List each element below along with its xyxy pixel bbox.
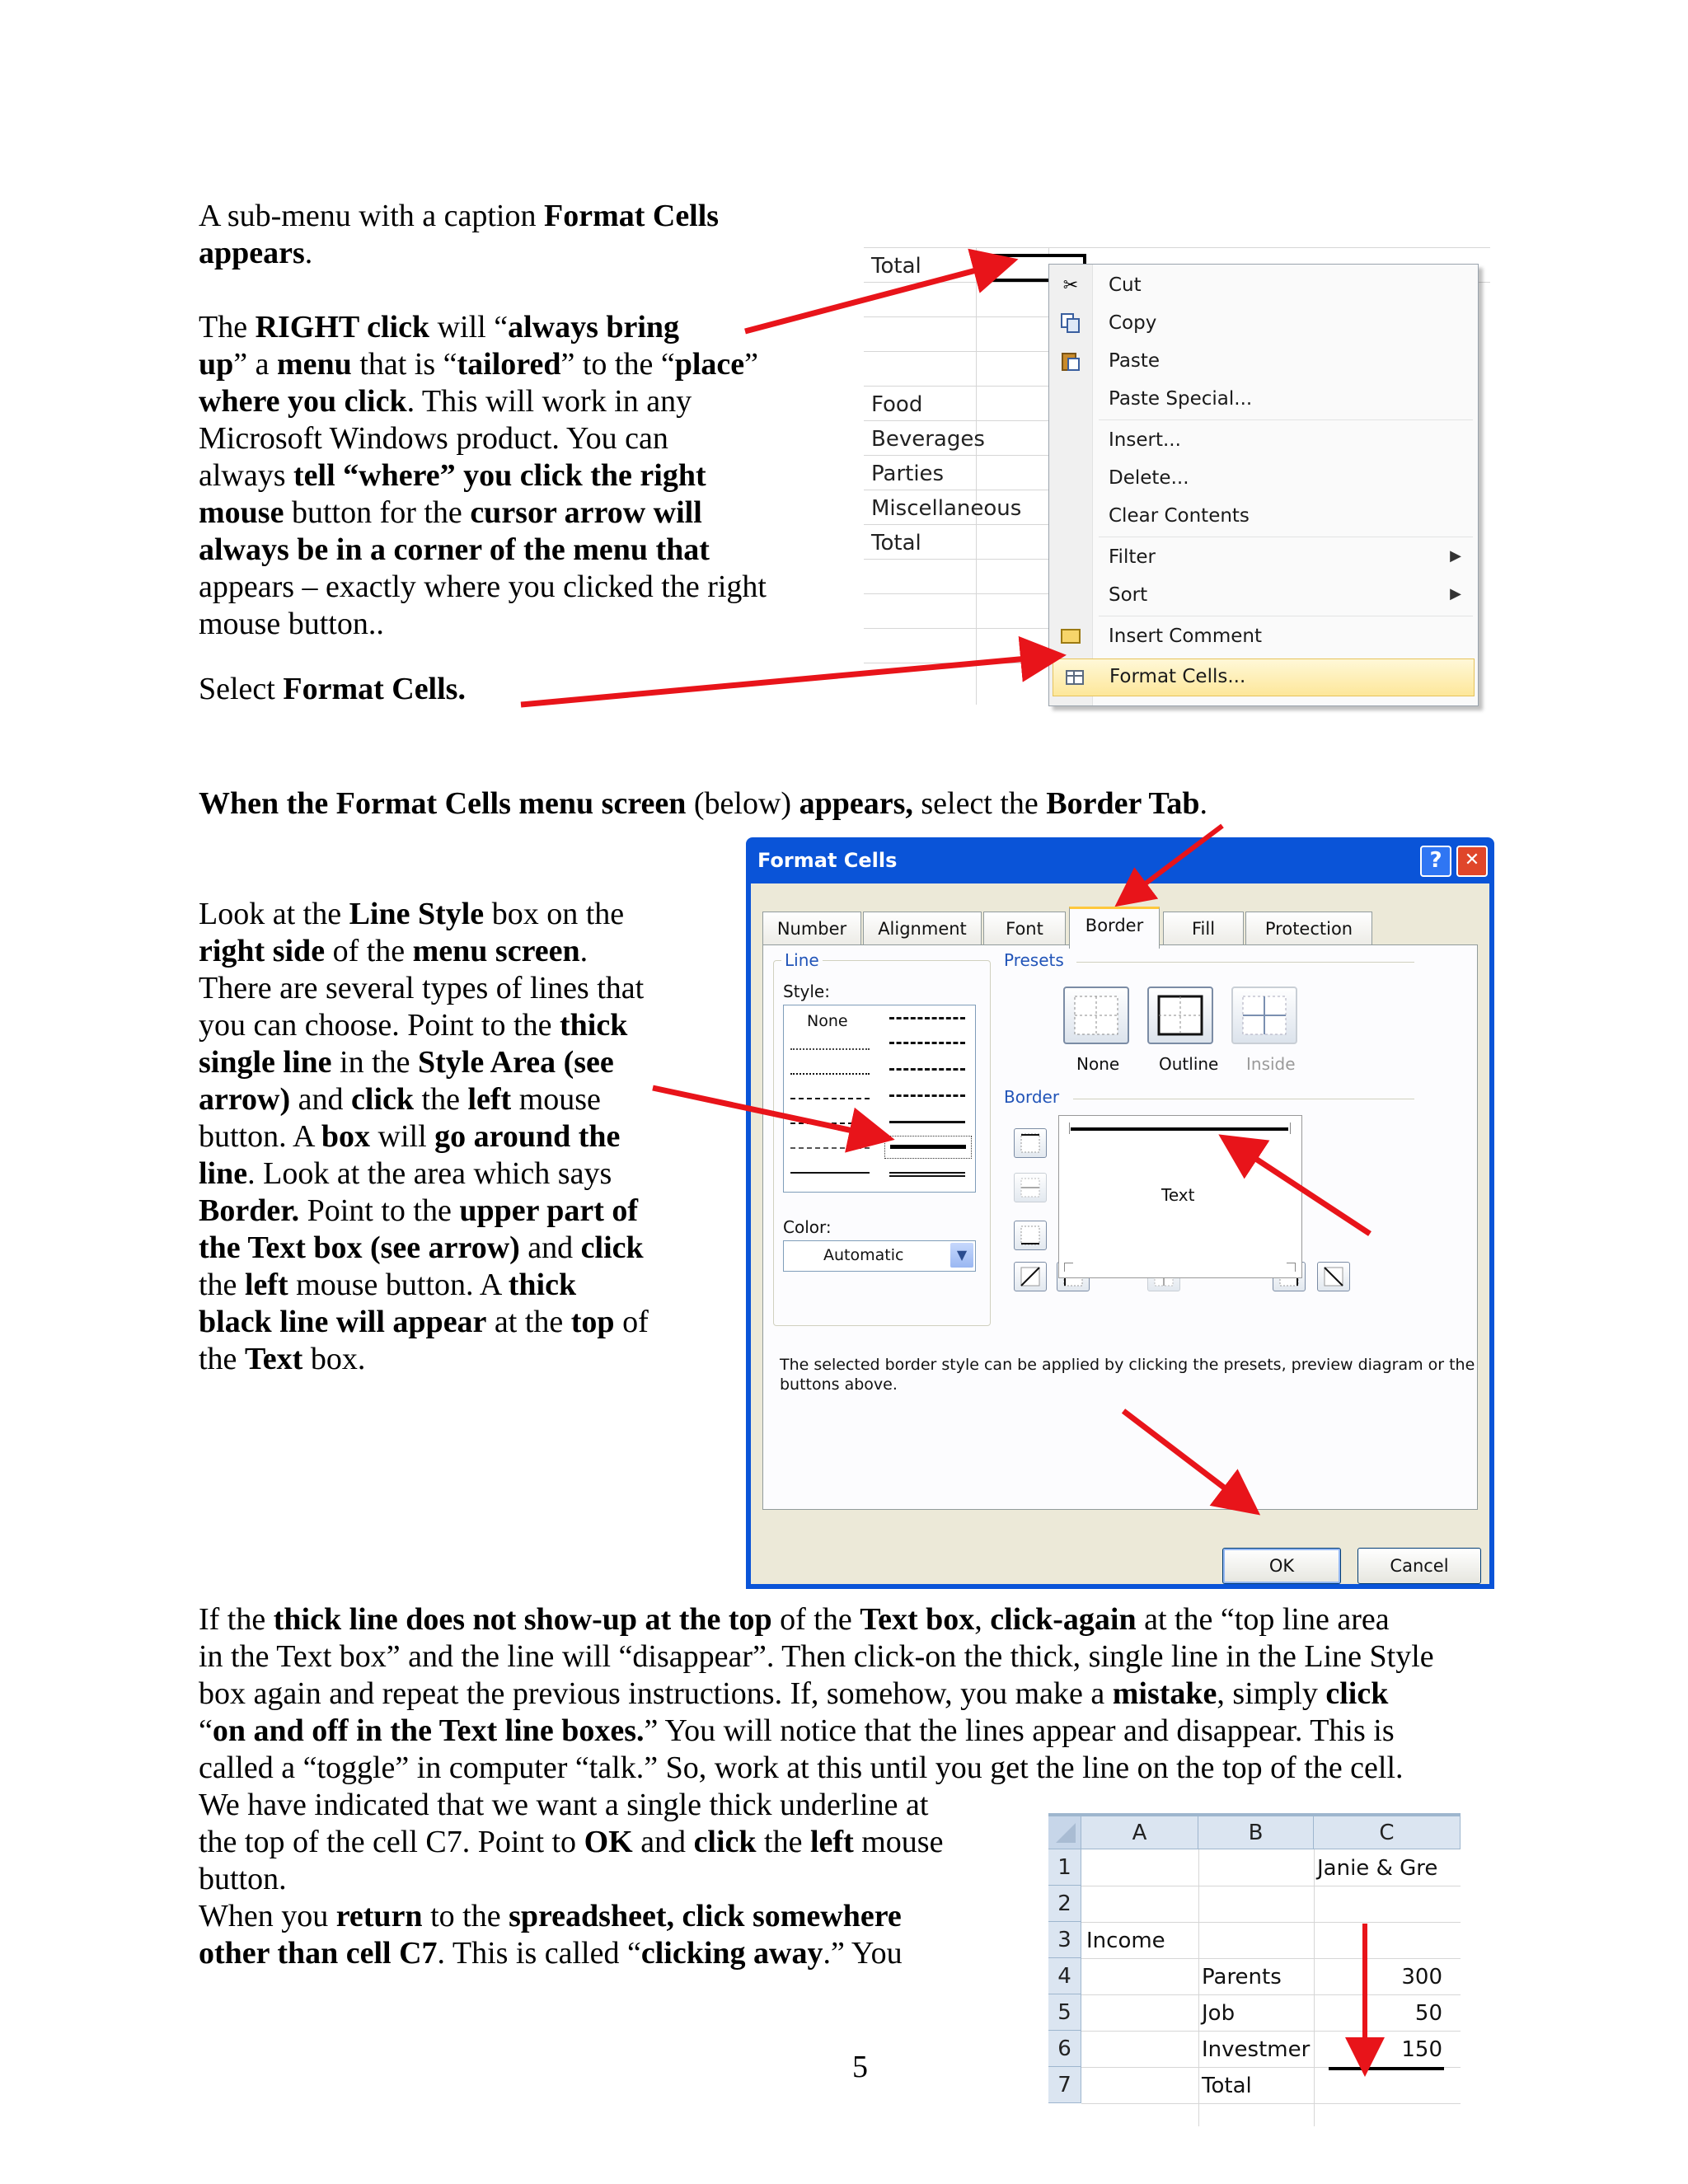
arrow-right-click-cell [745,262,1007,331]
menu-item-clear-contents[interactable]: Clear Contents [1109,505,1250,527]
page-number: 5 [852,2050,868,2084]
cell-b7[interactable]: Total [1202,2074,1252,2098]
menu-item-paste-special[interactable]: Paste Special... [1109,388,1253,410]
cell-total[interactable]: Total [871,254,921,279]
menu-item-insert-comment[interactable]: Insert Comment [1049,619,1478,655]
chevron-down-icon[interactable]: ▼ [950,1243,973,1268]
cancel-button[interactable]: Cancel [1357,1548,1481,1584]
hint-text-line-2: buttons above. [780,1376,898,1394]
border-tab-instruction: When the Format Cells menu screen (below) appears, select the Border Tab. [199,786,1207,821]
bottom-instructions: If the thick line does not show-up at the top of the Text box, click-again at the “top line area in the Text box” and the line will “disappear”. Then click-on the thick, single line in the Line Style box again and repeat the previous instructions. If, somehow, you make a mistake, simply click “on and off in the Text line boxes.” You will notice that the lines appear and disappear. This is called a “toggle” in computer “talk.” So, work at this until you get the line on the top of the cell. We have indicated that we want a single thick underline at the top of the cell C7. Point to OK and click the left mouse button. When you return to the spreadsheet, click somewhere other than cell C7. This is called “clicking away.” You [199,1602,1434,1971]
dialog-title: Format Cells [757,849,898,872]
close-button[interactable]: ✕ [1456,846,1488,877]
menu-item-paste[interactable]: Paste [1049,344,1478,380]
help-button[interactable]: ? [1420,846,1451,877]
cell-b5[interactable]: Job [1202,2001,1236,2026]
menu-item-sort[interactable]: Sort ▶ [1109,584,1461,606]
border-label: Border [1001,1087,1062,1107]
submenu-arrow-icon: ▶ [1450,585,1461,602]
cell-a3[interactable]: Income [1086,1929,1165,1953]
line-style-none[interactable]: None [807,1012,848,1030]
cell-c5[interactable]: 50 [1414,2001,1442,2026]
preset-inside-label: Inside [1246,1054,1296,1074]
menu-item-cut[interactable]: ✂ Cut [1049,268,1478,304]
column-header-a[interactable]: A [1081,1816,1198,1849]
tab-font[interactable]: Font [983,912,1066,945]
menu-item-delete[interactable]: Delete... [1109,467,1189,489]
cell-total-2[interactable]: Total [871,531,921,555]
menu-item-insert[interactable]: Insert... [1109,429,1181,451]
preset-outline-label: Outline [1159,1054,1219,1074]
ok-button[interactable]: OK [1222,1548,1341,1584]
row-header-7[interactable]: 7 [1048,2067,1081,2103]
tab-alignment[interactable]: Alignment [863,912,982,945]
cell-c1[interactable]: Janie & Gre [1317,1856,1438,1881]
arrow-format-cells [521,656,1055,705]
cell-miscellaneous[interactable]: Miscellaneous [871,496,1022,521]
line-group-label: Line [781,950,823,970]
cell-beverages[interactable]: Beverages [871,427,985,452]
line-style-instructions: Look at the Line Style box on the right side of the menu screen. There are several types of lines that you can choose. Point to the thick single line in the Style Area (see arrow) and click the left mouse button. A box will go around the line. Look at the area which says Border. Point to the upper part of the Text box (see arrow) and click the left mouse button. A thick black line will appear at the top of the Text box. [199,897,649,1376]
tab-fill[interactable]: Fill [1163,912,1244,945]
cell-c4[interactable]: 300 [1401,1965,1442,1990]
row-header-3[interactable]: 3 [1048,1922,1081,1958]
row-header-4[interactable]: 4 [1048,1958,1081,1994]
intro-p2: The RIGHT click will “always bring up” a menu that is “tailored” to the “place” where you click. This will work in any Microsoft Windows product. You can always tell “where” you click the right mouse button for the cursor arrow will always be in a corner of the menu that appears – exactly where you clicked the right mouse button.. [199,310,767,641]
menu-item-filter[interactable]: Filter ▶ [1109,546,1461,568]
arrow-thick-line [653,1088,884,1137]
color-label: Color: [783,1217,832,1237]
scissors-icon: ✂ [1062,275,1079,296]
menu-item-copy[interactable]: Copy [1049,306,1478,342]
column-header-b[interactable]: B [1198,1816,1314,1849]
cell-b4[interactable]: Parents [1202,1965,1282,1990]
row-header-2[interactable]: 2 [1048,1886,1081,1922]
cell-parties[interactable]: Parties [871,462,945,486]
preset-none-label: None [1076,1054,1120,1074]
presets-label: Presets [1001,950,1067,970]
cell-c6[interactable]: 150 [1401,2037,1442,2062]
menu-item-format-cells[interactable]: Format Cells... [1053,658,1475,696]
column-header-c[interactable]: C [1314,1816,1461,1849]
preview-text: Text [1161,1185,1195,1205]
cell-food[interactable]: Food [871,392,923,417]
color-dropdown[interactable]: Automatic ▼ [783,1240,976,1272]
row-header-6[interactable]: 6 [1048,2031,1081,2067]
submenu-arrow-icon: ▶ [1450,547,1461,565]
row-header-5[interactable]: 5 [1048,1994,1081,2031]
hint-text-line-1: The selected border style can be applied by clicking the presets, preview diagram or the [780,1356,1475,1374]
arrow-preview-top [1228,1141,1370,1234]
tab-number[interactable]: Number [762,912,861,945]
arrow-ok-button [1123,1411,1251,1508]
arrow-border-tab [1123,826,1222,901]
tab-protection[interactable]: Protection [1245,912,1372,945]
tab-border[interactable]: Border [1069,907,1160,949]
style-label: Style: [783,982,830,1001]
row-header-1[interactable]: 1 [1048,1849,1081,1886]
intro-p3: Select Format Cells. [199,672,466,706]
intro-p1: A sub-menu with a caption Format Cells appears. [199,199,720,270]
cell-b6[interactable]: Investmer [1202,2037,1311,2062]
